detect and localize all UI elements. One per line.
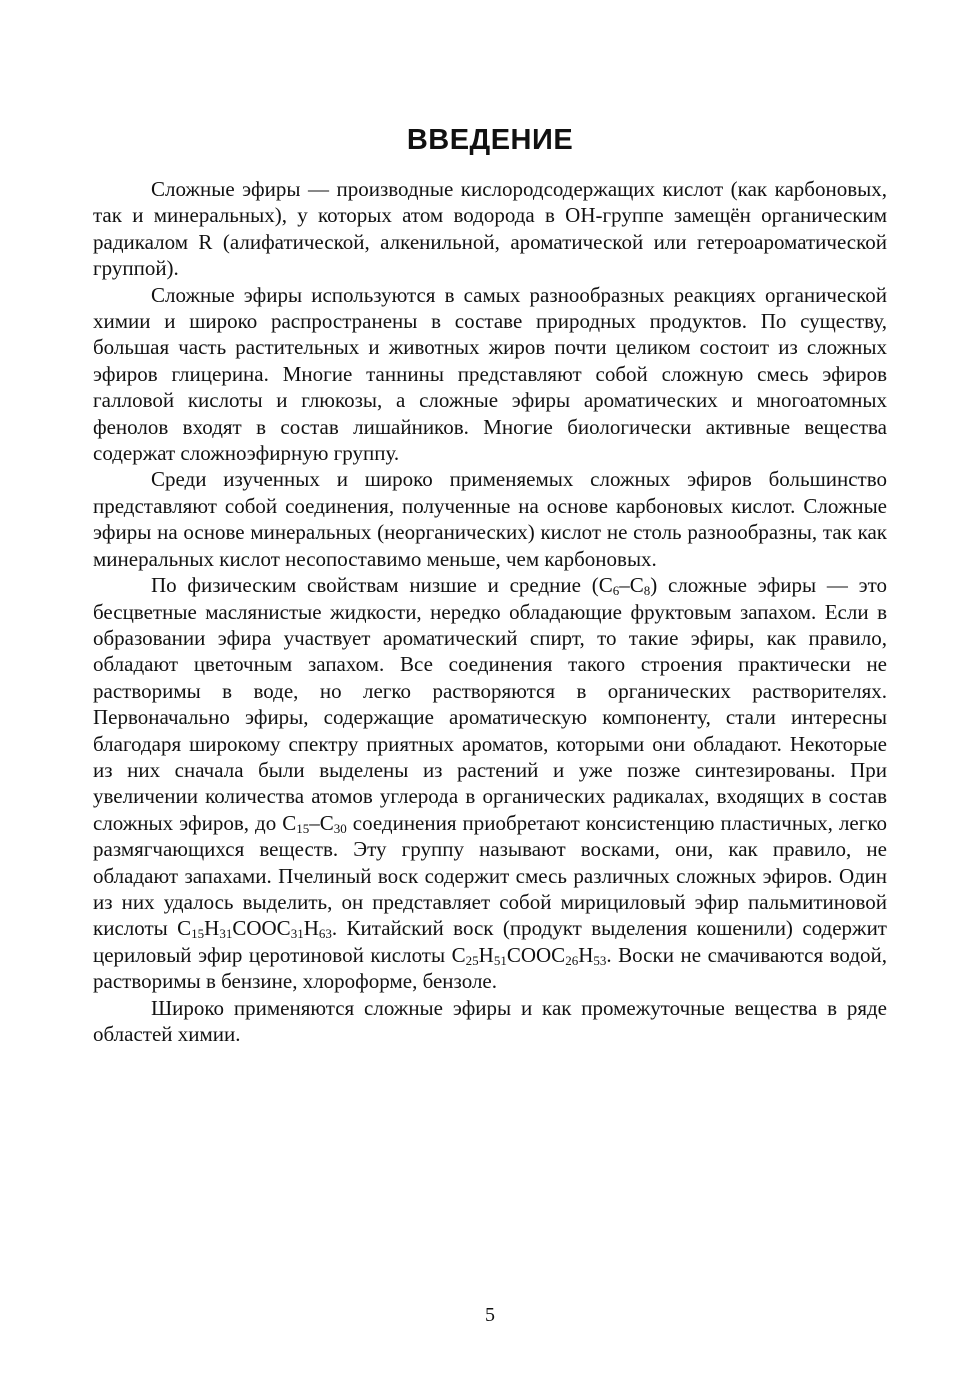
text-segment: –C: [619, 573, 644, 598]
paragraph-5: Широко применяются сложные эфиры и как промежуточные вещества в ряде областей химии.: [93, 995, 887, 1046]
paragraph-3: Среди изученных и широко применяемых сложных эфиров большинство представляют собой соединения, полученные на основе карбоновых кислот. Сложные эфиры на основе минеральных (неорганических) кислот не столь разнообразны, так как минеральных кислот несопоставимо меньше, чем карбоновых.: [93, 467, 887, 571]
text-segment: соединения приобретают консистенцию пластичных, легко размягчающихся веществ. Эту группу называют восками, они, как правило, не обладают запахами. Пчелиный воск содержит смесь различных сложных эфиров. Один из них удалось выделить, он представляет собой мирициловый эфир пальмитиновой кислоты C: [93, 810, 887, 941]
subscript: 8: [643, 583, 651, 599]
text-segment: COOC: [232, 916, 291, 941]
text-segment: H: [303, 916, 319, 941]
subscript: 63: [318, 926, 332, 942]
text-segment: H: [578, 942, 594, 967]
subscript: 30: [333, 820, 347, 836]
subscript: 51: [493, 952, 507, 968]
subscript: 26: [565, 952, 579, 968]
text-segment: . Воски не смачиваются водой, растворимы в бензине, хлороформе, бензоле.: [93, 942, 887, 994]
text-segment: H: [478, 942, 494, 967]
paragraph-4: [93, 572, 887, 995]
text-segment: H: [204, 916, 220, 941]
subscript: 15: [296, 820, 310, 836]
document-page: [93, 118, 887, 1047]
paragraph-1: Сложные эфиры — производные кислородсодержащих кислот (как карбоновых, так и минеральных), у которых атом водорода в ОН-группе замещён органическим радикалом R (алифатической, алкенильной, ароматической или гетероароматической группой).: [93, 177, 887, 281]
text-segment: . Китайский воск (продукт выделения кошенили) содержит цериловый эфир церотиновой кислоты C: [93, 916, 887, 967]
page-number: 5: [485, 1304, 495, 1326]
subscript: 31: [219, 926, 233, 942]
subscript: 15: [191, 926, 205, 942]
page-title: ВВЕДЕНИЕ: [406, 124, 574, 156]
subscript: 53: [593, 952, 607, 968]
text-segment: COOC: [506, 942, 566, 967]
subscript: 25: [465, 952, 479, 968]
text-segment: –C: [309, 810, 334, 835]
text-segment: По физическим свойствам низшие и средние (C: [151, 573, 613, 598]
text-segment: ) сложные эфиры — это бесцветные маслянистые жидкости, нередко обладающие фруктовым запахом. Если в образовании эфира участвует ароматический спирт, то такие эфиры, как правило, обладают цветочным запахом. Все соединения такого строения практически не растворимы в воде, но легко растворяются в органических растворителях. Первоначально эфиры, содержащие ароматическую компоненту, стали интересны благодаря широкому спектру приятных ароматов, которыми они обладают. Некоторые из них сначала были выделены из растений и уже позже синтезированы. При увеличении количества атомов углерода в органических радикалах, входящих в состав сложных эфиров, до C: [93, 573, 887, 835]
subscript: 31: [290, 926, 304, 942]
subscript: 6: [612, 583, 620, 599]
paragraph-2: Сложные эфиры используются в самых разнообразных реакциях органической химии и широко распространены в составе природных продуктов. По существу, большая часть растительных и животных жиров почти целиком состоит из сложных эфиров глицерина. Многие таннины представляют собой сложную смесь эфиров галловой кислоты и глюкозы, а сложные эфиры ароматических и многоатомных фенолов входят в состав лишайников. Многие биологически активные вещества содержат сложноэфирную группу.: [93, 282, 887, 466]
